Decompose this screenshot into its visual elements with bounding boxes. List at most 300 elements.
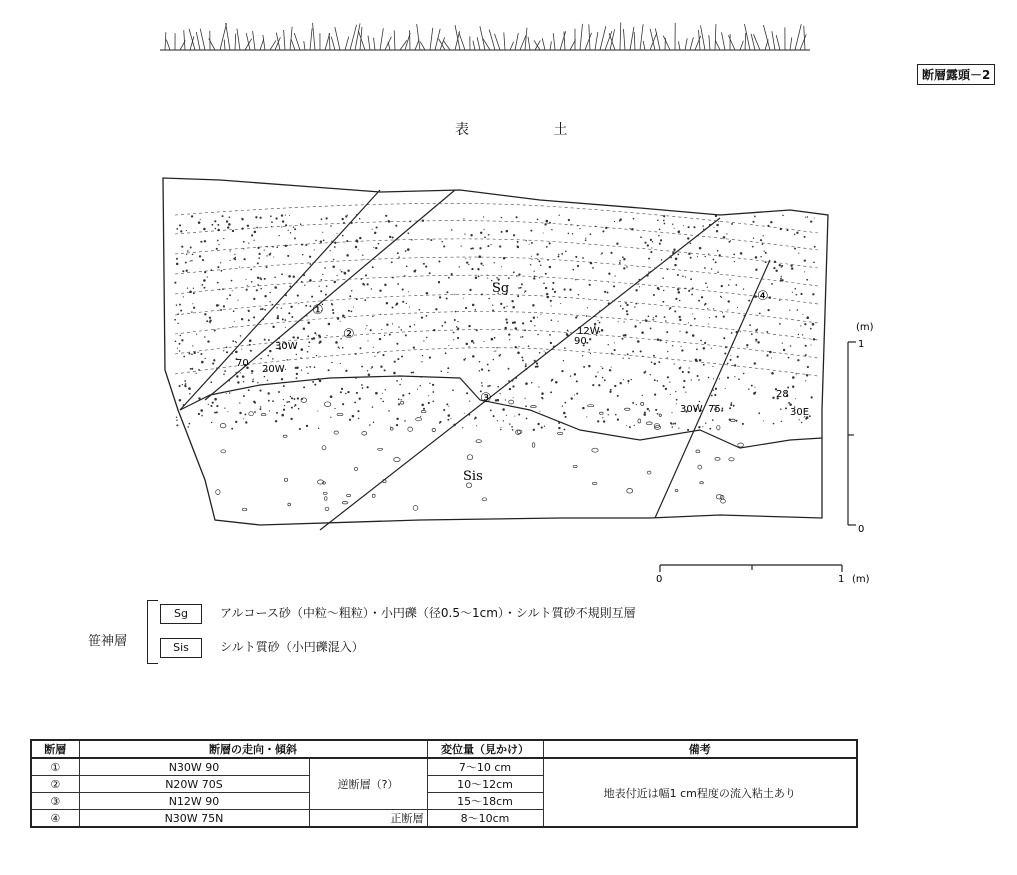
sand-stipple bbox=[457, 328, 459, 330]
sand-stipple bbox=[760, 239, 762, 241]
sand-stipple bbox=[308, 341, 310, 343]
header-remarks: 備考 bbox=[543, 740, 857, 758]
sand-stipple bbox=[781, 421, 782, 422]
sand-stipple bbox=[672, 224, 673, 225]
sand-stipple bbox=[251, 234, 253, 236]
sand-stipple bbox=[481, 385, 483, 387]
sand-stipple bbox=[736, 331, 738, 333]
sand-stipple bbox=[402, 301, 404, 303]
sand-stipple bbox=[506, 306, 507, 307]
sand-stipple bbox=[189, 353, 191, 355]
sand-stipple bbox=[496, 347, 497, 348]
sand-stipple bbox=[448, 345, 449, 346]
sand-stipple bbox=[258, 257, 260, 259]
sand-stipple bbox=[534, 360, 536, 362]
grass-blade bbox=[542, 38, 545, 50]
sand-stipple bbox=[446, 298, 448, 300]
sand-stipple bbox=[487, 278, 488, 279]
sand-stipple bbox=[271, 221, 273, 223]
sand-stipple bbox=[276, 412, 278, 414]
sand-stipple bbox=[677, 274, 679, 276]
legend-formation-name: 笹神層 bbox=[88, 634, 128, 649]
sand-stipple bbox=[520, 336, 521, 337]
sand-stipple bbox=[251, 370, 253, 372]
sand-stipple bbox=[398, 326, 399, 327]
sand-stipple bbox=[526, 240, 527, 241]
cell-fault-id: ① bbox=[31, 758, 79, 776]
sand-stipple bbox=[465, 258, 466, 259]
sand-stipple bbox=[445, 352, 447, 354]
sand-stipple bbox=[512, 429, 514, 431]
sand-stipple bbox=[715, 388, 717, 390]
sand-stipple bbox=[269, 410, 270, 411]
sand-stipple bbox=[550, 391, 552, 393]
sand-stipple bbox=[565, 416, 567, 418]
sand-stipple bbox=[635, 289, 637, 291]
sand-stipple bbox=[325, 294, 327, 296]
sand-stipple bbox=[549, 242, 551, 244]
sand-stipple bbox=[462, 427, 463, 428]
sand-stipple bbox=[727, 309, 728, 310]
sand-stipple bbox=[177, 348, 178, 349]
sand-stipple bbox=[740, 252, 743, 255]
sand-stipple bbox=[499, 393, 500, 394]
fault-marker-3: ③ bbox=[480, 391, 492, 406]
sand-stipple bbox=[401, 329, 403, 331]
sand-stipple bbox=[474, 418, 476, 420]
fault-marker-2: ② bbox=[343, 327, 355, 342]
sand-stipple bbox=[279, 338, 280, 339]
sand-stipple bbox=[588, 349, 590, 351]
sand-stipple bbox=[705, 282, 707, 284]
sand-stipple bbox=[763, 420, 764, 421]
sand-stipple bbox=[590, 262, 593, 265]
sand-stipple bbox=[217, 240, 219, 242]
figure-id-badge: 断層露頭－2 bbox=[917, 64, 995, 85]
sand-stipple bbox=[301, 348, 304, 351]
sand-stipple bbox=[562, 405, 563, 406]
sand-stipple bbox=[800, 325, 801, 326]
grass-blade bbox=[740, 41, 743, 50]
sand-stipple bbox=[290, 306, 292, 308]
grass-blade bbox=[800, 34, 806, 50]
fault-marker-4: ④ bbox=[757, 289, 769, 304]
sand-stipple bbox=[204, 271, 206, 273]
sand-stipple bbox=[669, 309, 670, 310]
sand-stipple bbox=[249, 344, 251, 346]
sand-stipple bbox=[667, 376, 669, 378]
sand-stipple bbox=[190, 260, 191, 261]
sand-stipple bbox=[296, 282, 297, 283]
sand-stipple bbox=[634, 306, 635, 307]
sand-stipple bbox=[518, 413, 520, 415]
sand-stipple bbox=[224, 407, 225, 408]
sand-stipple bbox=[614, 342, 615, 343]
sand-stipple bbox=[550, 300, 552, 302]
sand-stipple bbox=[259, 408, 261, 410]
sand-stipple bbox=[234, 254, 235, 255]
horizontal-scale bbox=[660, 565, 842, 572]
sand-stipple bbox=[682, 276, 684, 278]
sand-stipple bbox=[614, 221, 615, 222]
sand-stipple bbox=[751, 385, 753, 387]
sand-stipple bbox=[608, 344, 609, 345]
sand-stipple bbox=[306, 367, 307, 368]
sand-stipple bbox=[301, 370, 302, 371]
sand-stipple bbox=[423, 216, 424, 217]
sand-stipple bbox=[805, 380, 806, 381]
sand-stipple bbox=[389, 334, 391, 336]
sand-stipple bbox=[257, 284, 259, 286]
sand-stipple bbox=[379, 289, 381, 291]
grass-blade bbox=[331, 37, 335, 50]
sand-stipple bbox=[281, 308, 282, 309]
sand-stipple bbox=[475, 309, 477, 311]
sand-stipple bbox=[480, 263, 482, 265]
sand-stipple bbox=[678, 428, 679, 429]
sand-stipple bbox=[782, 342, 783, 343]
sand-stipple bbox=[780, 408, 782, 410]
grass-blade bbox=[345, 37, 349, 50]
sand-stipple bbox=[567, 330, 569, 332]
sand-stipple bbox=[755, 329, 757, 331]
sand-stipple bbox=[345, 370, 347, 372]
sand-stipple bbox=[740, 331, 741, 332]
sand-stipple bbox=[614, 349, 616, 351]
sand-stipple bbox=[318, 286, 319, 287]
sand-stipple bbox=[409, 307, 410, 308]
sand-stipple bbox=[196, 334, 197, 335]
sand-stipple bbox=[223, 374, 225, 376]
sand-stipple bbox=[332, 312, 334, 314]
sand-stipple bbox=[669, 381, 670, 382]
sand-stipple bbox=[272, 326, 274, 328]
sand-stipple bbox=[505, 319, 507, 321]
sand-stipple bbox=[524, 329, 526, 331]
sand-stipple bbox=[633, 218, 635, 220]
hscale-left: 0 bbox=[656, 574, 663, 585]
sand-stipple bbox=[753, 238, 754, 239]
sand-stipple bbox=[487, 245, 489, 247]
sand-stipple bbox=[806, 374, 808, 376]
sand-stipple bbox=[716, 230, 718, 232]
sand-stipple bbox=[191, 368, 193, 370]
sand-stipple bbox=[495, 350, 496, 351]
sand-stipple bbox=[640, 350, 642, 352]
sand-stipple bbox=[676, 403, 677, 404]
sand-stipple bbox=[724, 352, 726, 354]
sand-stipple bbox=[551, 305, 552, 306]
sand-stipple bbox=[671, 412, 672, 413]
sand-stipple bbox=[355, 353, 357, 355]
sand-stipple bbox=[297, 295, 299, 297]
sand-stipple bbox=[321, 279, 323, 281]
header-fault: 断層 bbox=[31, 740, 79, 758]
sand-stipple bbox=[272, 304, 274, 306]
sand-stipple bbox=[386, 324, 388, 326]
sand-stipple bbox=[609, 369, 611, 371]
sand-stipple bbox=[401, 399, 402, 400]
sand-stipple bbox=[476, 329, 478, 331]
pebble bbox=[249, 412, 254, 416]
sand-stipple bbox=[494, 351, 495, 352]
cell-displacement: 15～18cm bbox=[427, 793, 543, 810]
sand-stipple bbox=[426, 292, 429, 295]
sand-stipple bbox=[681, 346, 682, 347]
sand-stipple bbox=[513, 234, 515, 236]
sand-stipple bbox=[237, 372, 238, 373]
sand-stipple bbox=[294, 228, 296, 230]
sand-stipple bbox=[190, 368, 192, 370]
sand-stipple bbox=[239, 412, 241, 414]
sand-stipple bbox=[516, 275, 518, 277]
sand-stipple bbox=[409, 326, 411, 328]
sand-stipple bbox=[182, 384, 183, 385]
sand-stipple bbox=[517, 295, 519, 297]
sand-stipple bbox=[809, 415, 811, 417]
sand-stipple bbox=[270, 215, 272, 217]
sand-stipple bbox=[227, 411, 228, 412]
sand-stipple bbox=[545, 287, 547, 289]
sand-stipple bbox=[397, 252, 399, 254]
sand-stipple bbox=[551, 229, 552, 230]
sand-stipple bbox=[712, 366, 713, 367]
sand-stipple bbox=[501, 231, 503, 233]
pebble bbox=[325, 497, 328, 501]
sand-stipple bbox=[674, 228, 675, 229]
sand-stipple bbox=[282, 220, 284, 222]
sand-stipple bbox=[774, 261, 776, 263]
sand-stipple bbox=[346, 254, 349, 257]
sand-stipple bbox=[704, 267, 706, 269]
sand-stipple bbox=[599, 310, 600, 311]
sand-stipple bbox=[193, 292, 195, 294]
sand-stipple bbox=[229, 294, 231, 296]
sand-stipple bbox=[361, 384, 363, 386]
sand-stipple bbox=[408, 291, 409, 292]
sand-stipple bbox=[441, 241, 442, 242]
sand-stipple bbox=[785, 407, 787, 409]
sand-stipple bbox=[518, 287, 520, 289]
sand-stipple bbox=[638, 283, 639, 284]
sand-stipple bbox=[617, 418, 619, 420]
grass-blade bbox=[634, 32, 635, 50]
sand-stipple bbox=[734, 261, 735, 262]
sand-stipple bbox=[448, 406, 449, 407]
sand-stipple bbox=[618, 321, 619, 322]
sand-stipple bbox=[789, 403, 792, 406]
pebble bbox=[322, 446, 326, 450]
sand-stipple bbox=[513, 321, 515, 323]
sand-stipple bbox=[607, 409, 609, 411]
sand-stipple bbox=[174, 282, 176, 284]
sand-stipple bbox=[289, 215, 290, 216]
sand-stipple bbox=[540, 264, 542, 266]
sand-stipple bbox=[516, 216, 518, 218]
sand-stipple bbox=[334, 281, 336, 283]
sand-stipple bbox=[220, 262, 221, 263]
sand-stipple bbox=[513, 271, 515, 273]
sand-stipple bbox=[794, 248, 796, 250]
sand-stipple bbox=[184, 380, 186, 382]
sand-stipple bbox=[176, 417, 177, 418]
sand-stipple bbox=[693, 226, 695, 228]
sand-stipple bbox=[451, 273, 453, 275]
sand-stipple bbox=[813, 338, 815, 340]
pebble bbox=[624, 408, 630, 410]
sand-stipple bbox=[345, 215, 347, 217]
sand-stipple bbox=[264, 250, 265, 251]
sand-stipple bbox=[290, 418, 292, 420]
sand-stipple bbox=[550, 342, 552, 344]
sand-stipple bbox=[309, 366, 311, 368]
sand-stipple bbox=[409, 393, 411, 395]
sand-stipple bbox=[531, 256, 532, 257]
sand-stipple bbox=[195, 373, 196, 374]
sand-stipple bbox=[212, 363, 214, 365]
sand-stipple bbox=[479, 247, 481, 249]
sand-stipple bbox=[767, 309, 769, 311]
sand-stipple bbox=[765, 261, 767, 263]
cell-displacement: 10～12cm bbox=[427, 776, 543, 793]
hscale-right: 1 bbox=[838, 574, 845, 585]
sand-stipple bbox=[309, 279, 312, 282]
sand-stipple bbox=[602, 367, 604, 369]
sand-stipple bbox=[635, 303, 637, 305]
sand-stipple bbox=[385, 389, 386, 390]
sand-stipple bbox=[232, 326, 233, 327]
header-attitude: 断層の走向・傾斜 bbox=[79, 740, 427, 758]
sand-stipple bbox=[266, 266, 268, 268]
sand-stipple bbox=[243, 381, 244, 382]
sand-stipple bbox=[575, 256, 577, 258]
sand-stipple bbox=[366, 325, 367, 326]
sand-stipple bbox=[278, 391, 280, 393]
sand-stipple bbox=[472, 304, 475, 307]
grass-blade bbox=[776, 35, 780, 50]
sand-stipple bbox=[719, 378, 720, 379]
sand-stipple bbox=[597, 420, 599, 422]
sand-stipple bbox=[799, 419, 800, 420]
sand-stipple bbox=[518, 273, 520, 275]
sand-stipple bbox=[201, 361, 204, 364]
sand-stipple bbox=[525, 290, 527, 292]
sand-stipple bbox=[684, 288, 686, 290]
sand-stipple bbox=[330, 225, 332, 227]
grass-blade bbox=[663, 36, 670, 50]
sand-stipple bbox=[611, 353, 613, 355]
sand-stipple bbox=[392, 236, 394, 238]
sand-stipple bbox=[703, 347, 705, 349]
sand-stipple bbox=[552, 288, 554, 290]
sand-stipple bbox=[749, 324, 751, 326]
pebble bbox=[729, 458, 734, 461]
sand-stipple bbox=[688, 367, 689, 368]
sand-stipple bbox=[198, 352, 199, 353]
sand-stipple bbox=[754, 387, 755, 388]
sand-stipple bbox=[638, 279, 640, 281]
sand-stipple bbox=[796, 373, 797, 374]
sand-stipple bbox=[752, 246, 754, 248]
sand-stipple bbox=[626, 425, 627, 426]
sand-stipple bbox=[727, 363, 729, 365]
sand-stipple bbox=[346, 227, 347, 228]
sand-stipple bbox=[332, 265, 335, 268]
pebble bbox=[216, 490, 220, 495]
grass-blade bbox=[284, 30, 285, 50]
grass-blade bbox=[515, 33, 518, 50]
sand-stipple bbox=[362, 387, 364, 389]
sand-stipple bbox=[743, 288, 744, 289]
sand-stipple bbox=[525, 365, 527, 367]
sand-stipple bbox=[525, 363, 527, 365]
fault-marker-1: ① bbox=[312, 303, 324, 318]
sand-stipple bbox=[652, 319, 654, 321]
sand-stipple bbox=[176, 420, 177, 421]
sand-stipple bbox=[654, 379, 656, 381]
sand-stipple bbox=[380, 366, 382, 368]
sand-stipple bbox=[388, 220, 390, 222]
grass-blade bbox=[237, 29, 240, 50]
sand-stipple bbox=[206, 320, 208, 322]
sand-stipple bbox=[673, 423, 675, 425]
sand-stipple bbox=[466, 261, 468, 263]
sand-stipple bbox=[298, 408, 300, 410]
sand-stipple bbox=[288, 230, 289, 231]
sand-stipple bbox=[289, 285, 291, 287]
sand-stipple bbox=[412, 371, 414, 373]
sand-stipple bbox=[472, 247, 474, 249]
sand-stipple bbox=[559, 297, 560, 298]
sand-stipple bbox=[730, 355, 731, 356]
pebble bbox=[698, 465, 702, 469]
sand-stipple bbox=[269, 253, 271, 255]
sand-stipple bbox=[788, 402, 790, 404]
sand-stipple bbox=[679, 300, 680, 301]
sand-stipple bbox=[525, 382, 528, 385]
pebble bbox=[509, 400, 514, 404]
grass-blade bbox=[455, 31, 460, 50]
sand-stipple bbox=[176, 258, 178, 260]
sand-stipple bbox=[506, 415, 507, 416]
sand-stipple bbox=[549, 266, 551, 268]
sand-stipple bbox=[247, 225, 249, 227]
sand-stipple bbox=[376, 226, 378, 228]
grass-blade bbox=[510, 42, 514, 50]
sand-stipple bbox=[264, 339, 266, 341]
pebble bbox=[394, 458, 400, 462]
sand-stipple bbox=[549, 334, 551, 336]
sand-stipple bbox=[241, 349, 242, 350]
sand-stipple bbox=[290, 396, 291, 397]
sand-stipple bbox=[517, 352, 520, 355]
sand-stipple bbox=[640, 236, 642, 238]
sand-stipple bbox=[515, 327, 518, 330]
sand-stipple bbox=[211, 224, 213, 226]
sand-stipple bbox=[198, 397, 200, 399]
sand-stipple bbox=[533, 277, 535, 279]
sand-stipple bbox=[528, 345, 530, 347]
sand-stipple bbox=[443, 409, 445, 411]
sand-stipple bbox=[742, 423, 744, 425]
sand-stipple bbox=[372, 406, 373, 407]
sand-stipple bbox=[362, 254, 363, 255]
sand-stipple bbox=[608, 273, 610, 275]
sand-stipple bbox=[611, 367, 612, 368]
sand-stipple bbox=[779, 323, 781, 325]
sand-stipple bbox=[481, 382, 483, 384]
sand-stipple bbox=[325, 217, 327, 219]
